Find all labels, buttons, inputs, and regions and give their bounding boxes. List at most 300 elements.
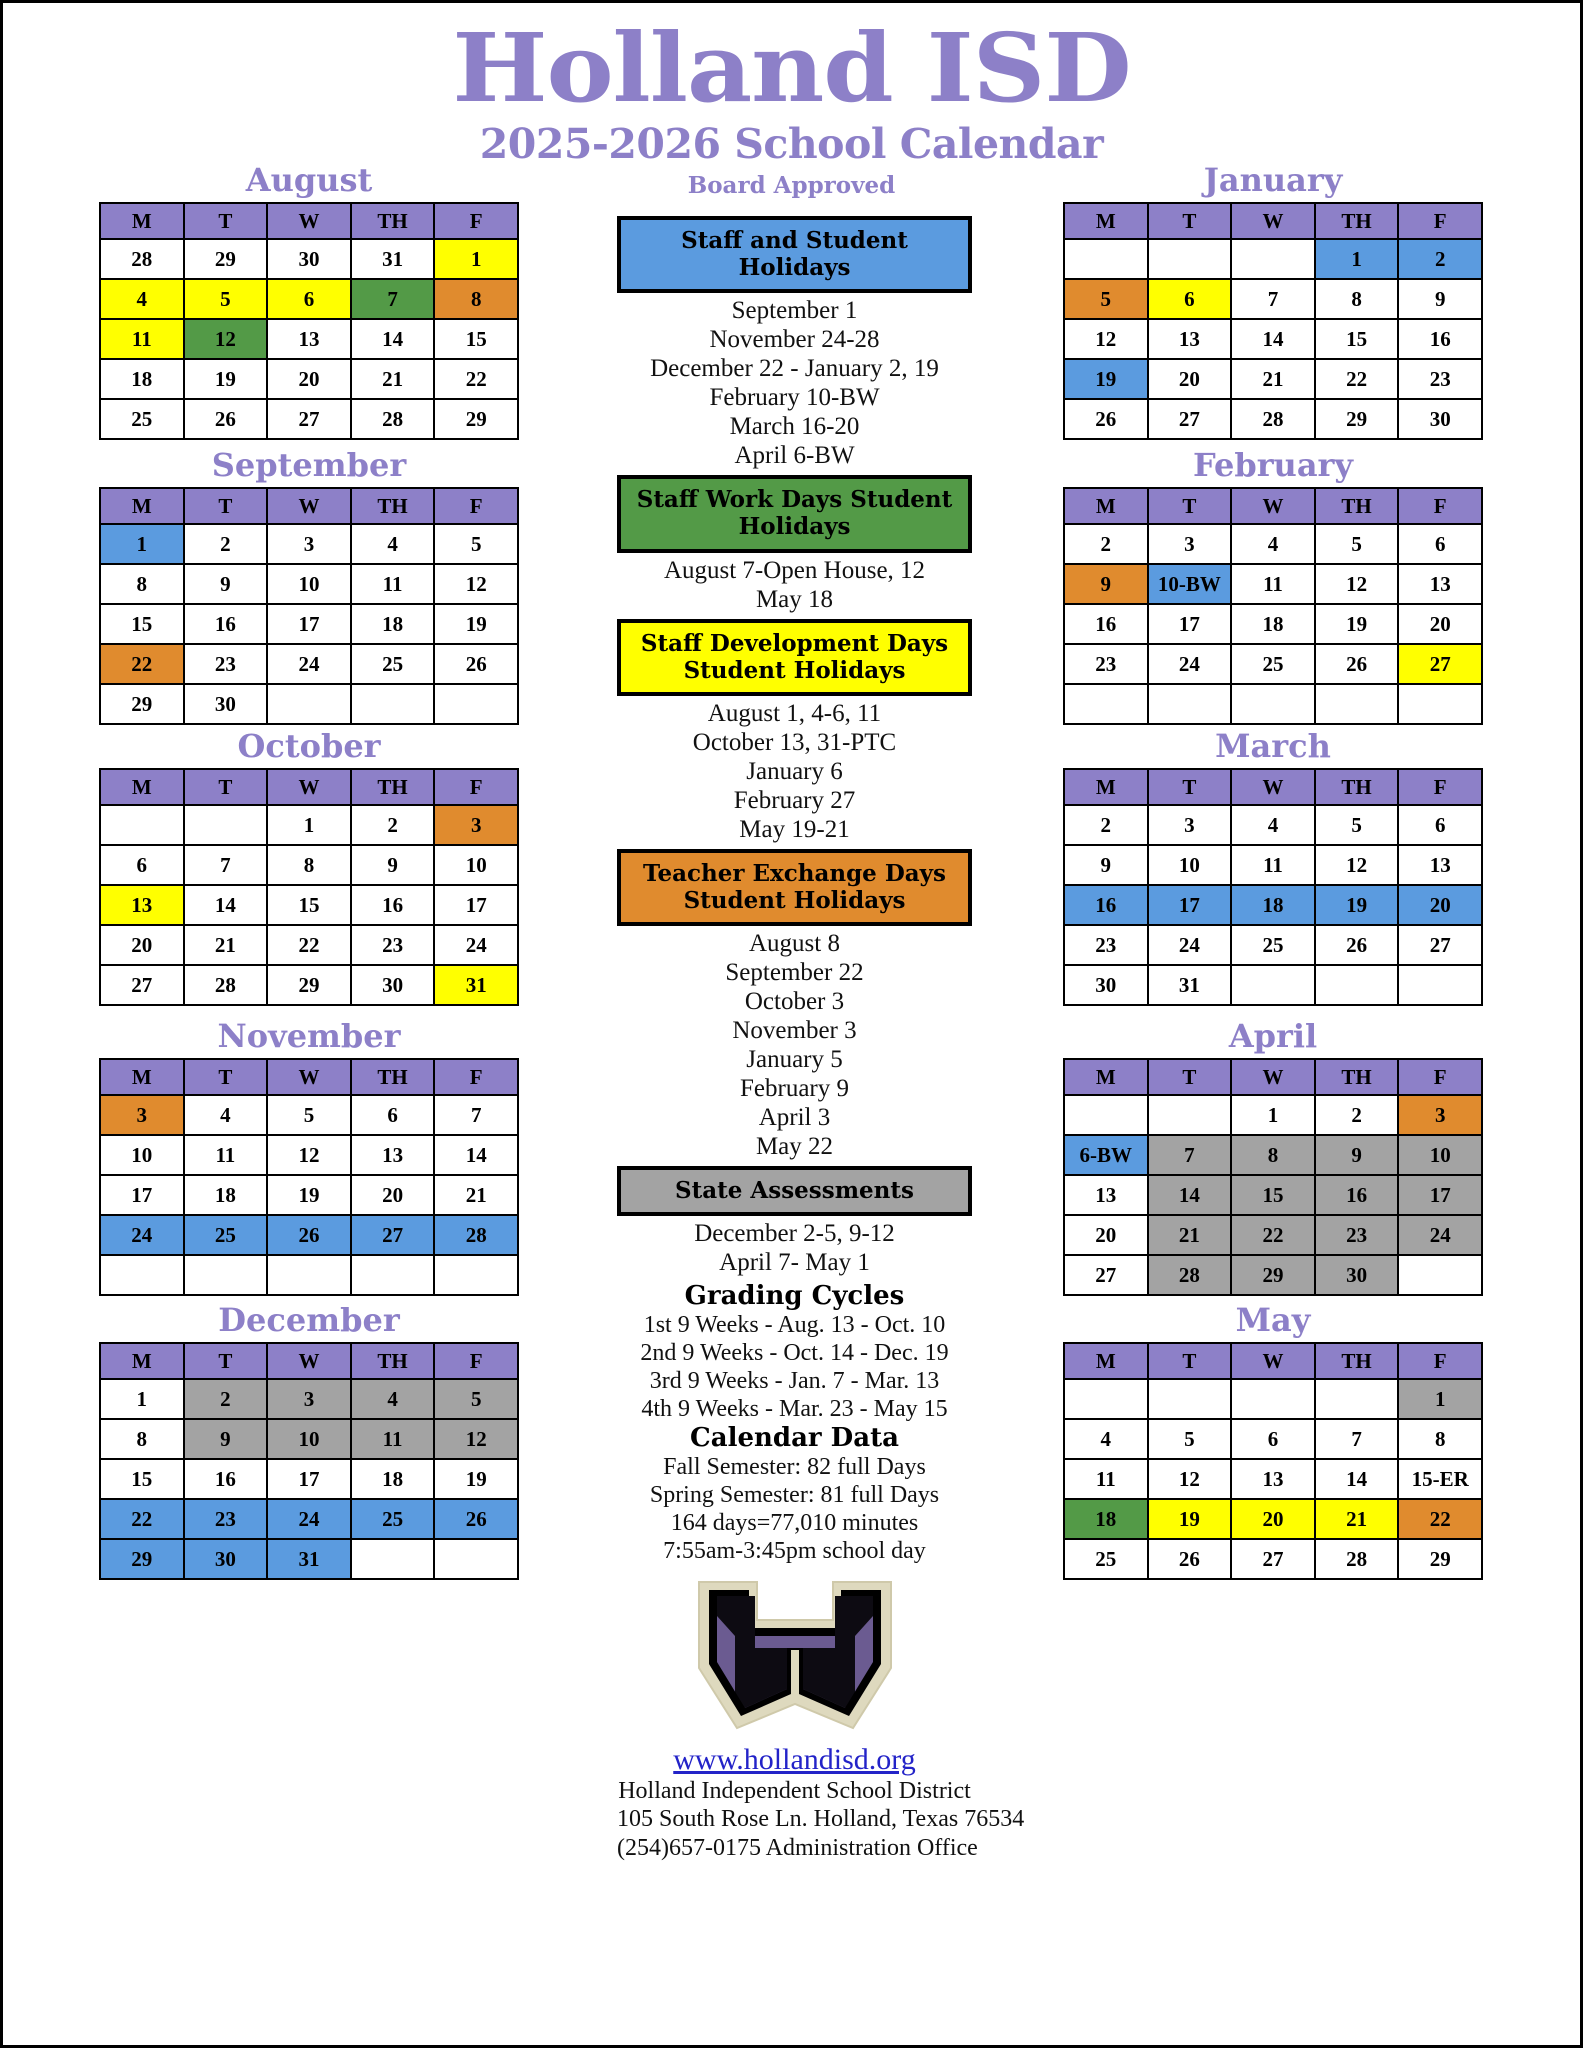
day-cell[interactable]: 15	[434, 319, 518, 359]
day-cell[interactable]: 6	[267, 279, 351, 319]
day-cell[interactable]: 31	[1148, 965, 1232, 1005]
day-cell[interactable]: 16	[351, 885, 435, 925]
day-cell[interactable]: 11	[1064, 1459, 1148, 1499]
weekday-header-th: TH	[351, 1343, 435, 1379]
day-cell[interactable]: 10	[100, 1135, 184, 1175]
day-cell[interactable]: 22	[100, 644, 184, 684]
day-cell[interactable]: 16	[1315, 1175, 1399, 1215]
day-cell[interactable]: 2	[1398, 239, 1482, 279]
day-cell[interactable]: 23	[351, 925, 435, 965]
day-cell[interactable]: 16	[1064, 885, 1148, 925]
day-cell[interactable]: 6	[1398, 805, 1482, 845]
day-cell[interactable]: 25	[351, 1499, 435, 1539]
day-cell[interactable]: 23	[1064, 644, 1148, 684]
day-cell[interactable]: 9	[351, 845, 435, 885]
day-cell[interactable]: 8	[1231, 1135, 1315, 1175]
day-cell[interactable]: 4	[1231, 524, 1315, 564]
month-title: May	[1235, 1301, 1311, 1339]
day-cell[interactable]: 30	[1064, 965, 1148, 1005]
day-cell[interactable]: 4	[184, 1095, 268, 1135]
day-cell[interactable]: 2	[1064, 805, 1148, 845]
legend-date-line: April 3	[758, 1104, 831, 1131]
day-cell[interactable]: 29	[1231, 1255, 1315, 1295]
empty-day-cell	[267, 1255, 351, 1295]
day-cell[interactable]: 21	[1315, 1499, 1399, 1539]
day-cell[interactable]: 6-BW	[1064, 1135, 1148, 1175]
week-row	[100, 845, 518, 885]
day-cell[interactable]: 5	[1148, 1419, 1232, 1459]
empty-day-cell	[1231, 684, 1315, 724]
day-cell[interactable]: 20	[351, 1175, 435, 1215]
empty-day-cell	[1148, 684, 1232, 724]
day-cell[interactable]: 15-ER	[1398, 1459, 1482, 1499]
day-cell[interactable]: 24	[1148, 644, 1232, 684]
day-cell[interactable]: 12	[1148, 1459, 1232, 1499]
day-cell[interactable]: 8	[434, 279, 518, 319]
day-cell[interactable]: 21	[1148, 1215, 1232, 1255]
day-cell[interactable]: 3	[100, 1095, 184, 1135]
week-row	[1064, 319, 1482, 359]
day-cell[interactable]: 10	[1398, 1135, 1482, 1175]
day-cell[interactable]: 5	[434, 1379, 518, 1419]
day-cell[interactable]: 19	[1064, 359, 1148, 399]
day-cell[interactable]: 14	[351, 319, 435, 359]
month-grid	[1063, 1342, 1483, 1580]
day-cell[interactable]: 12	[434, 564, 518, 604]
weekday-header-w: W	[267, 1059, 351, 1095]
day-cell[interactable]: 31	[267, 1539, 351, 1579]
week-row	[1064, 359, 1482, 399]
month-title: November	[217, 1017, 401, 1055]
day-cell[interactable]: 4	[1231, 805, 1315, 845]
day-cell[interactable]: 9	[1064, 564, 1148, 604]
day-cell[interactable]: 17	[267, 1459, 351, 1499]
month-grid	[1063, 768, 1483, 1006]
weekday-header-f: F	[1398, 1343, 1482, 1379]
day-cell[interactable]: 1	[1231, 1095, 1315, 1135]
month-title: January	[1203, 161, 1343, 199]
day-cell[interactable]: 30	[351, 965, 435, 1005]
day-cell[interactable]: 6	[1398, 524, 1482, 564]
weekday-header-th: TH	[1315, 488, 1399, 524]
week-row	[100, 239, 518, 279]
day-cell[interactable]: 19	[434, 1459, 518, 1499]
weekday-header-f: F	[434, 488, 518, 524]
day-cell[interactable]: 20	[1398, 604, 1482, 644]
day-cell[interactable]: 12	[1315, 845, 1399, 885]
day-cell[interactable]: 22	[1231, 1215, 1315, 1255]
week-row	[1064, 1095, 1482, 1135]
day-cell[interactable]: 17	[1148, 885, 1232, 925]
month-title: April	[1228, 1017, 1318, 1055]
day-cell[interactable]: 25	[1231, 925, 1315, 965]
legend-date-line: December 22 - January 2, 19	[650, 355, 939, 383]
month-grid	[99, 487, 519, 725]
day-cell[interactable]: 27	[1398, 644, 1482, 684]
weekday-header-t: T	[184, 488, 268, 524]
month-title: February	[1192, 446, 1353, 484]
day-cell[interactable]: 18	[1064, 1499, 1148, 1539]
weekday-header-t: T	[184, 203, 268, 239]
day-cell[interactable]: 25	[100, 399, 184, 439]
day-cell[interactable]: 25	[1064, 1539, 1148, 1579]
day-cell[interactable]: 7	[351, 279, 435, 319]
day-cell[interactable]: 14	[1148, 1175, 1232, 1215]
day-cell[interactable]: 11	[100, 319, 184, 359]
day-cell[interactable]: 8	[100, 564, 184, 604]
day-cell[interactable]: 15	[267, 885, 351, 925]
day-cell[interactable]: 30	[184, 684, 268, 724]
day-cell[interactable]: 2	[351, 805, 435, 845]
day-cell[interactable]: 27	[100, 965, 184, 1005]
day-cell[interactable]: 13	[267, 319, 351, 359]
month-block-april	[1063, 1017, 1483, 1296]
day-cell[interactable]: 16	[1064, 604, 1148, 644]
weekday-header-row	[100, 769, 518, 805]
day-cell[interactable]: 12	[267, 1135, 351, 1175]
day-cell[interactable]: 10	[1148, 845, 1232, 885]
day-cell[interactable]: 12	[434, 1419, 518, 1459]
day-cell[interactable]: 6	[100, 845, 184, 885]
week-row	[1064, 564, 1482, 604]
day-cell[interactable]: 8	[1315, 279, 1399, 319]
day-cell[interactable]: 1	[1315, 239, 1399, 279]
day-cell[interactable]: 7	[1148, 1135, 1232, 1175]
day-cell[interactable]: 30	[1398, 399, 1482, 439]
day-cell[interactable]: 27	[1148, 399, 1232, 439]
day-cell[interactable]: 20	[1398, 885, 1482, 925]
day-cell[interactable]: 23	[1398, 359, 1482, 399]
day-cell[interactable]: 26	[1064, 399, 1148, 439]
day-cell[interactable]: 20	[1064, 1215, 1148, 1255]
weekday-header-th: TH	[351, 488, 435, 524]
day-cell[interactable]: 13	[1148, 319, 1232, 359]
day-cell[interactable]: 29	[1315, 399, 1399, 439]
weekday-header-th: TH	[351, 203, 435, 239]
day-cell[interactable]: 9	[184, 564, 268, 604]
day-cell[interactable]: 28	[1315, 1539, 1399, 1579]
day-cell[interactable]: 22	[267, 925, 351, 965]
weekday-header-row	[1064, 769, 1482, 805]
day-cell[interactable]: 29	[1398, 1539, 1482, 1579]
week-row	[100, 965, 518, 1005]
legend-date-line: January 6	[746, 757, 843, 785]
day-cell[interactable]: 14	[434, 1135, 518, 1175]
day-cell[interactable]: 23	[1064, 925, 1148, 965]
day-cell[interactable]: 19	[434, 604, 518, 644]
day-cell[interactable]: 28	[434, 1215, 518, 1255]
day-cell[interactable]: 10	[267, 564, 351, 604]
weekday-header-f: F	[434, 1343, 518, 1379]
day-cell[interactable]: 20	[267, 359, 351, 399]
day-cell[interactable]: 13	[351, 1135, 435, 1175]
day-cell[interactable]: 31	[351, 239, 435, 279]
weekday-header-row	[1064, 1059, 1482, 1095]
day-cell[interactable]: 18	[351, 604, 435, 644]
day-cell[interactable]: 28	[184, 965, 268, 1005]
district-name-text: Holland Independent School District	[618, 1777, 971, 1804]
day-cell[interactable]: 22	[1315, 359, 1399, 399]
day-cell[interactable]: 14	[1231, 319, 1315, 359]
day-cell[interactable]: 7	[1231, 279, 1315, 319]
day-cell[interactable]: 3	[434, 805, 518, 845]
day-cell[interactable]: 26	[1315, 644, 1399, 684]
day-cell[interactable]: 13	[1398, 564, 1482, 604]
day-cell[interactable]: 8	[267, 845, 351, 885]
day-cell[interactable]: 27	[351, 1215, 435, 1255]
day-cell[interactable]: 31	[434, 965, 518, 1005]
day-cell[interactable]: 10	[434, 845, 518, 885]
day-cell[interactable]: 18	[1231, 885, 1315, 925]
day-cell[interactable]: 2	[1315, 1095, 1399, 1135]
day-cell[interactable]: 22	[434, 359, 518, 399]
day-cell[interactable]: 27	[1064, 1255, 1148, 1295]
legend-date-line: September 22	[725, 959, 864, 986]
day-cell[interactable]: 2	[184, 1379, 268, 1419]
day-cell[interactable]: 5	[1315, 524, 1399, 564]
month-block-february	[1063, 446, 1483, 725]
weekday-header-w: W	[1231, 1343, 1315, 1379]
day-cell[interactable]: 24	[267, 1499, 351, 1539]
day-cell[interactable]: 10-BW	[1148, 564, 1232, 604]
day-cell[interactable]: 5	[184, 279, 268, 319]
week-row	[100, 1175, 518, 1215]
day-cell[interactable]: 13	[1064, 1175, 1148, 1215]
legend-date-line: January 5	[746, 1046, 843, 1073]
day-cell[interactable]: 12	[1064, 319, 1148, 359]
day-cell[interactable]: 20	[100, 925, 184, 965]
day-cell[interactable]: 26	[184, 399, 268, 439]
day-cell[interactable]: 1	[100, 524, 184, 564]
weekday-header-t: T	[1148, 1343, 1232, 1379]
day-cell[interactable]: 3	[1148, 524, 1232, 564]
district-address-text: 105 South Rose Ln. Holland, Texas 76534	[617, 1806, 1025, 1833]
day-cell[interactable]: 5	[434, 524, 518, 564]
weekday-header-m: M	[100, 488, 184, 524]
weekday-header-t: T	[184, 769, 268, 805]
day-cell[interactable]: 14	[1315, 1459, 1399, 1499]
day-cell[interactable]: 22	[100, 1499, 184, 1539]
day-cell[interactable]: 17	[100, 1175, 184, 1215]
day-cell[interactable]: 28	[1148, 1255, 1232, 1295]
day-cell[interactable]: 27	[267, 399, 351, 439]
day-cell[interactable]: 13	[100, 885, 184, 925]
day-cell[interactable]: 11	[351, 564, 435, 604]
day-cell[interactable]: 15	[1315, 319, 1399, 359]
day-cell[interactable]: 18	[184, 1175, 268, 1215]
day-cell[interactable]: 1	[267, 805, 351, 845]
day-cell[interactable]: 29	[267, 965, 351, 1005]
day-cell[interactable]: 13	[1231, 1459, 1315, 1499]
day-cell[interactable]: 2	[1064, 524, 1148, 564]
day-cell[interactable]: 19	[184, 359, 268, 399]
day-cell[interactable]: 30	[1315, 1255, 1399, 1295]
day-cell[interactable]: 16	[1398, 319, 1482, 359]
day-cell[interactable]: 29	[100, 684, 184, 724]
week-row	[100, 604, 518, 644]
day-cell[interactable]: 26	[1315, 925, 1399, 965]
day-cell[interactable]: 28	[100, 239, 184, 279]
day-cell[interactable]: 4	[100, 279, 184, 319]
day-cell[interactable]: 7	[434, 1095, 518, 1135]
day-cell[interactable]: 18	[351, 1459, 435, 1499]
week-row	[100, 925, 518, 965]
day-cell[interactable]: 17	[267, 604, 351, 644]
day-cell[interactable]: 24	[434, 925, 518, 965]
day-cell[interactable]: 5	[1064, 279, 1148, 319]
week-row	[1064, 1379, 1482, 1419]
weekday-header-row	[1064, 203, 1482, 239]
weekday-header-m: M	[1064, 1343, 1148, 1379]
day-cell[interactable]: 24	[100, 1215, 184, 1255]
day-cell[interactable]: 17	[1398, 1175, 1482, 1215]
month-grid	[1063, 1058, 1483, 1296]
day-cell[interactable]: 19	[1315, 885, 1399, 925]
day-cell[interactable]: 29	[100, 1539, 184, 1579]
day-cell[interactable]: 11	[184, 1135, 268, 1175]
day-cell[interactable]: 24	[267, 644, 351, 684]
month-block-september	[99, 446, 519, 725]
weekday-header-row	[100, 1059, 518, 1095]
day-cell[interactable]: 3	[267, 524, 351, 564]
week-row	[1064, 1459, 1482, 1499]
weekday-header-t: T	[1148, 1059, 1232, 1095]
day-cell[interactable]: 14	[184, 885, 268, 925]
day-cell[interactable]: 4	[351, 1379, 435, 1419]
day-cell[interactable]: 19	[1315, 604, 1399, 644]
day-cell[interactable]: 20	[1148, 359, 1232, 399]
day-cell[interactable]: 27	[1231, 1539, 1315, 1579]
day-cell[interactable]: 18	[1231, 604, 1315, 644]
day-cell[interactable]: 1	[1398, 1379, 1482, 1419]
day-cell[interactable]: 21	[351, 359, 435, 399]
legend-date-line: March 16-20	[729, 413, 860, 441]
day-cell[interactable]: 8	[1398, 1419, 1482, 1459]
website-link[interactable]: www.hollandisd.org	[673, 1742, 916, 1776]
day-cell[interactable]: 21	[184, 925, 268, 965]
day-cell[interactable]: 13	[1398, 845, 1482, 885]
day-cell[interactable]: 18	[100, 359, 184, 399]
day-cell[interactable]: 10	[267, 1419, 351, 1459]
day-cell[interactable]: 21	[1231, 359, 1315, 399]
day-cell[interactable]: 6	[1148, 279, 1232, 319]
day-cell[interactable]: 24	[1148, 925, 1232, 965]
weekday-header-w: W	[267, 488, 351, 524]
day-cell[interactable]: 11	[351, 1419, 435, 1459]
day-cell[interactable]: 25	[351, 644, 435, 684]
week-row	[1064, 1539, 1482, 1579]
day-cell[interactable]: 11	[1231, 845, 1315, 885]
day-cell[interactable]: 28	[351, 399, 435, 439]
legend-date-line: August 7-Open House, 12	[663, 556, 926, 584]
day-cell[interactable]: 16	[184, 1459, 268, 1499]
empty-day-cell	[100, 1255, 184, 1295]
day-cell[interactable]: 6	[351, 1095, 435, 1135]
day-cell[interactable]: 8	[100, 1419, 184, 1459]
month-block-august	[99, 161, 519, 440]
legend-date-line: February 27	[733, 786, 856, 814]
empty-day-cell	[267, 684, 351, 724]
day-cell[interactable]: 23	[184, 1499, 268, 1539]
day-cell[interactable]: 23	[184, 644, 268, 684]
day-cell[interactable]: 9	[184, 1419, 268, 1459]
day-cell[interactable]: 15	[100, 1459, 184, 1499]
day-cell[interactable]: 6	[1231, 1419, 1315, 1459]
legend-staff-student-holidays-dates	[617, 296, 972, 470]
day-cell[interactable]: 30	[184, 1539, 268, 1579]
day-cell[interactable]: 20	[1231, 1499, 1315, 1539]
day-cell[interactable]: 2	[184, 524, 268, 564]
day-cell[interactable]: 9	[1398, 279, 1482, 319]
day-cell[interactable]: 3	[1148, 805, 1232, 845]
weekday-header-m: M	[100, 203, 184, 239]
day-cell[interactable]: 17	[1148, 604, 1232, 644]
legend-state-assessments-dates	[617, 1219, 972, 1277]
day-cell[interactable]: 16	[184, 604, 268, 644]
day-cell[interactable]: 27	[1398, 925, 1482, 965]
day-cell[interactable]: 24	[1398, 1215, 1482, 1255]
legend-staff-development-days-box: Staff Development Days Student Holidays	[617, 619, 972, 696]
day-cell[interactable]: 12	[1315, 564, 1399, 604]
day-cell[interactable]: 25	[184, 1215, 268, 1255]
day-cell[interactable]: 1	[434, 239, 518, 279]
day-cell[interactable]: 3	[267, 1379, 351, 1419]
day-cell[interactable]: 17	[434, 885, 518, 925]
day-cell[interactable]: 23	[1315, 1215, 1399, 1255]
day-cell[interactable]: 7	[1315, 1419, 1399, 1459]
day-cell[interactable]: 19	[1148, 1499, 1232, 1539]
weekday-header-row	[100, 203, 518, 239]
day-cell[interactable]: 25	[1231, 644, 1315, 684]
day-cell[interactable]: 11	[1231, 564, 1315, 604]
empty-day-cell	[1064, 1379, 1148, 1419]
day-cell[interactable]: 29	[184, 239, 268, 279]
day-cell[interactable]: 26	[434, 644, 518, 684]
district-title: Holland ISD	[452, 13, 1131, 124]
day-cell[interactable]: 4	[351, 524, 435, 564]
weekday-header-m: M	[100, 769, 184, 805]
day-cell[interactable]: 9	[1064, 845, 1148, 885]
day-cell[interactable]: 26	[1148, 1539, 1232, 1579]
day-cell[interactable]: 15	[100, 604, 184, 644]
day-cell[interactable]: 29	[434, 399, 518, 439]
day-cell[interactable]: 7	[184, 845, 268, 885]
day-cell[interactable]: 28	[1231, 399, 1315, 439]
day-cell[interactable]: 15	[1231, 1175, 1315, 1215]
day-cell[interactable]: 4	[1064, 1419, 1148, 1459]
weekday-header-t: T	[1148, 203, 1232, 239]
empty-day-cell	[1064, 684, 1148, 724]
day-cell[interactable]: 26	[267, 1215, 351, 1255]
day-cell[interactable]: 5	[1315, 805, 1399, 845]
day-cell[interactable]: 3	[1398, 1095, 1482, 1135]
day-cell[interactable]: 19	[267, 1175, 351, 1215]
day-cell[interactable]: 26	[434, 1499, 518, 1539]
day-cell[interactable]: 9	[1315, 1135, 1399, 1175]
weekday-header-w: W	[1231, 1059, 1315, 1095]
day-cell[interactable]: 5	[267, 1095, 351, 1135]
weekday-header-w: W	[267, 1343, 351, 1379]
day-cell[interactable]: 12	[184, 319, 268, 359]
day-cell[interactable]: 1	[100, 1379, 184, 1419]
empty-day-cell	[351, 684, 435, 724]
day-cell[interactable]: 22	[1398, 1499, 1482, 1539]
day-cell[interactable]: 30	[267, 239, 351, 279]
weekday-header-th: TH	[351, 769, 435, 805]
day-cell[interactable]: 21	[434, 1175, 518, 1215]
week-row	[1064, 1499, 1482, 1539]
weekday-header-f: F	[1398, 1059, 1482, 1095]
